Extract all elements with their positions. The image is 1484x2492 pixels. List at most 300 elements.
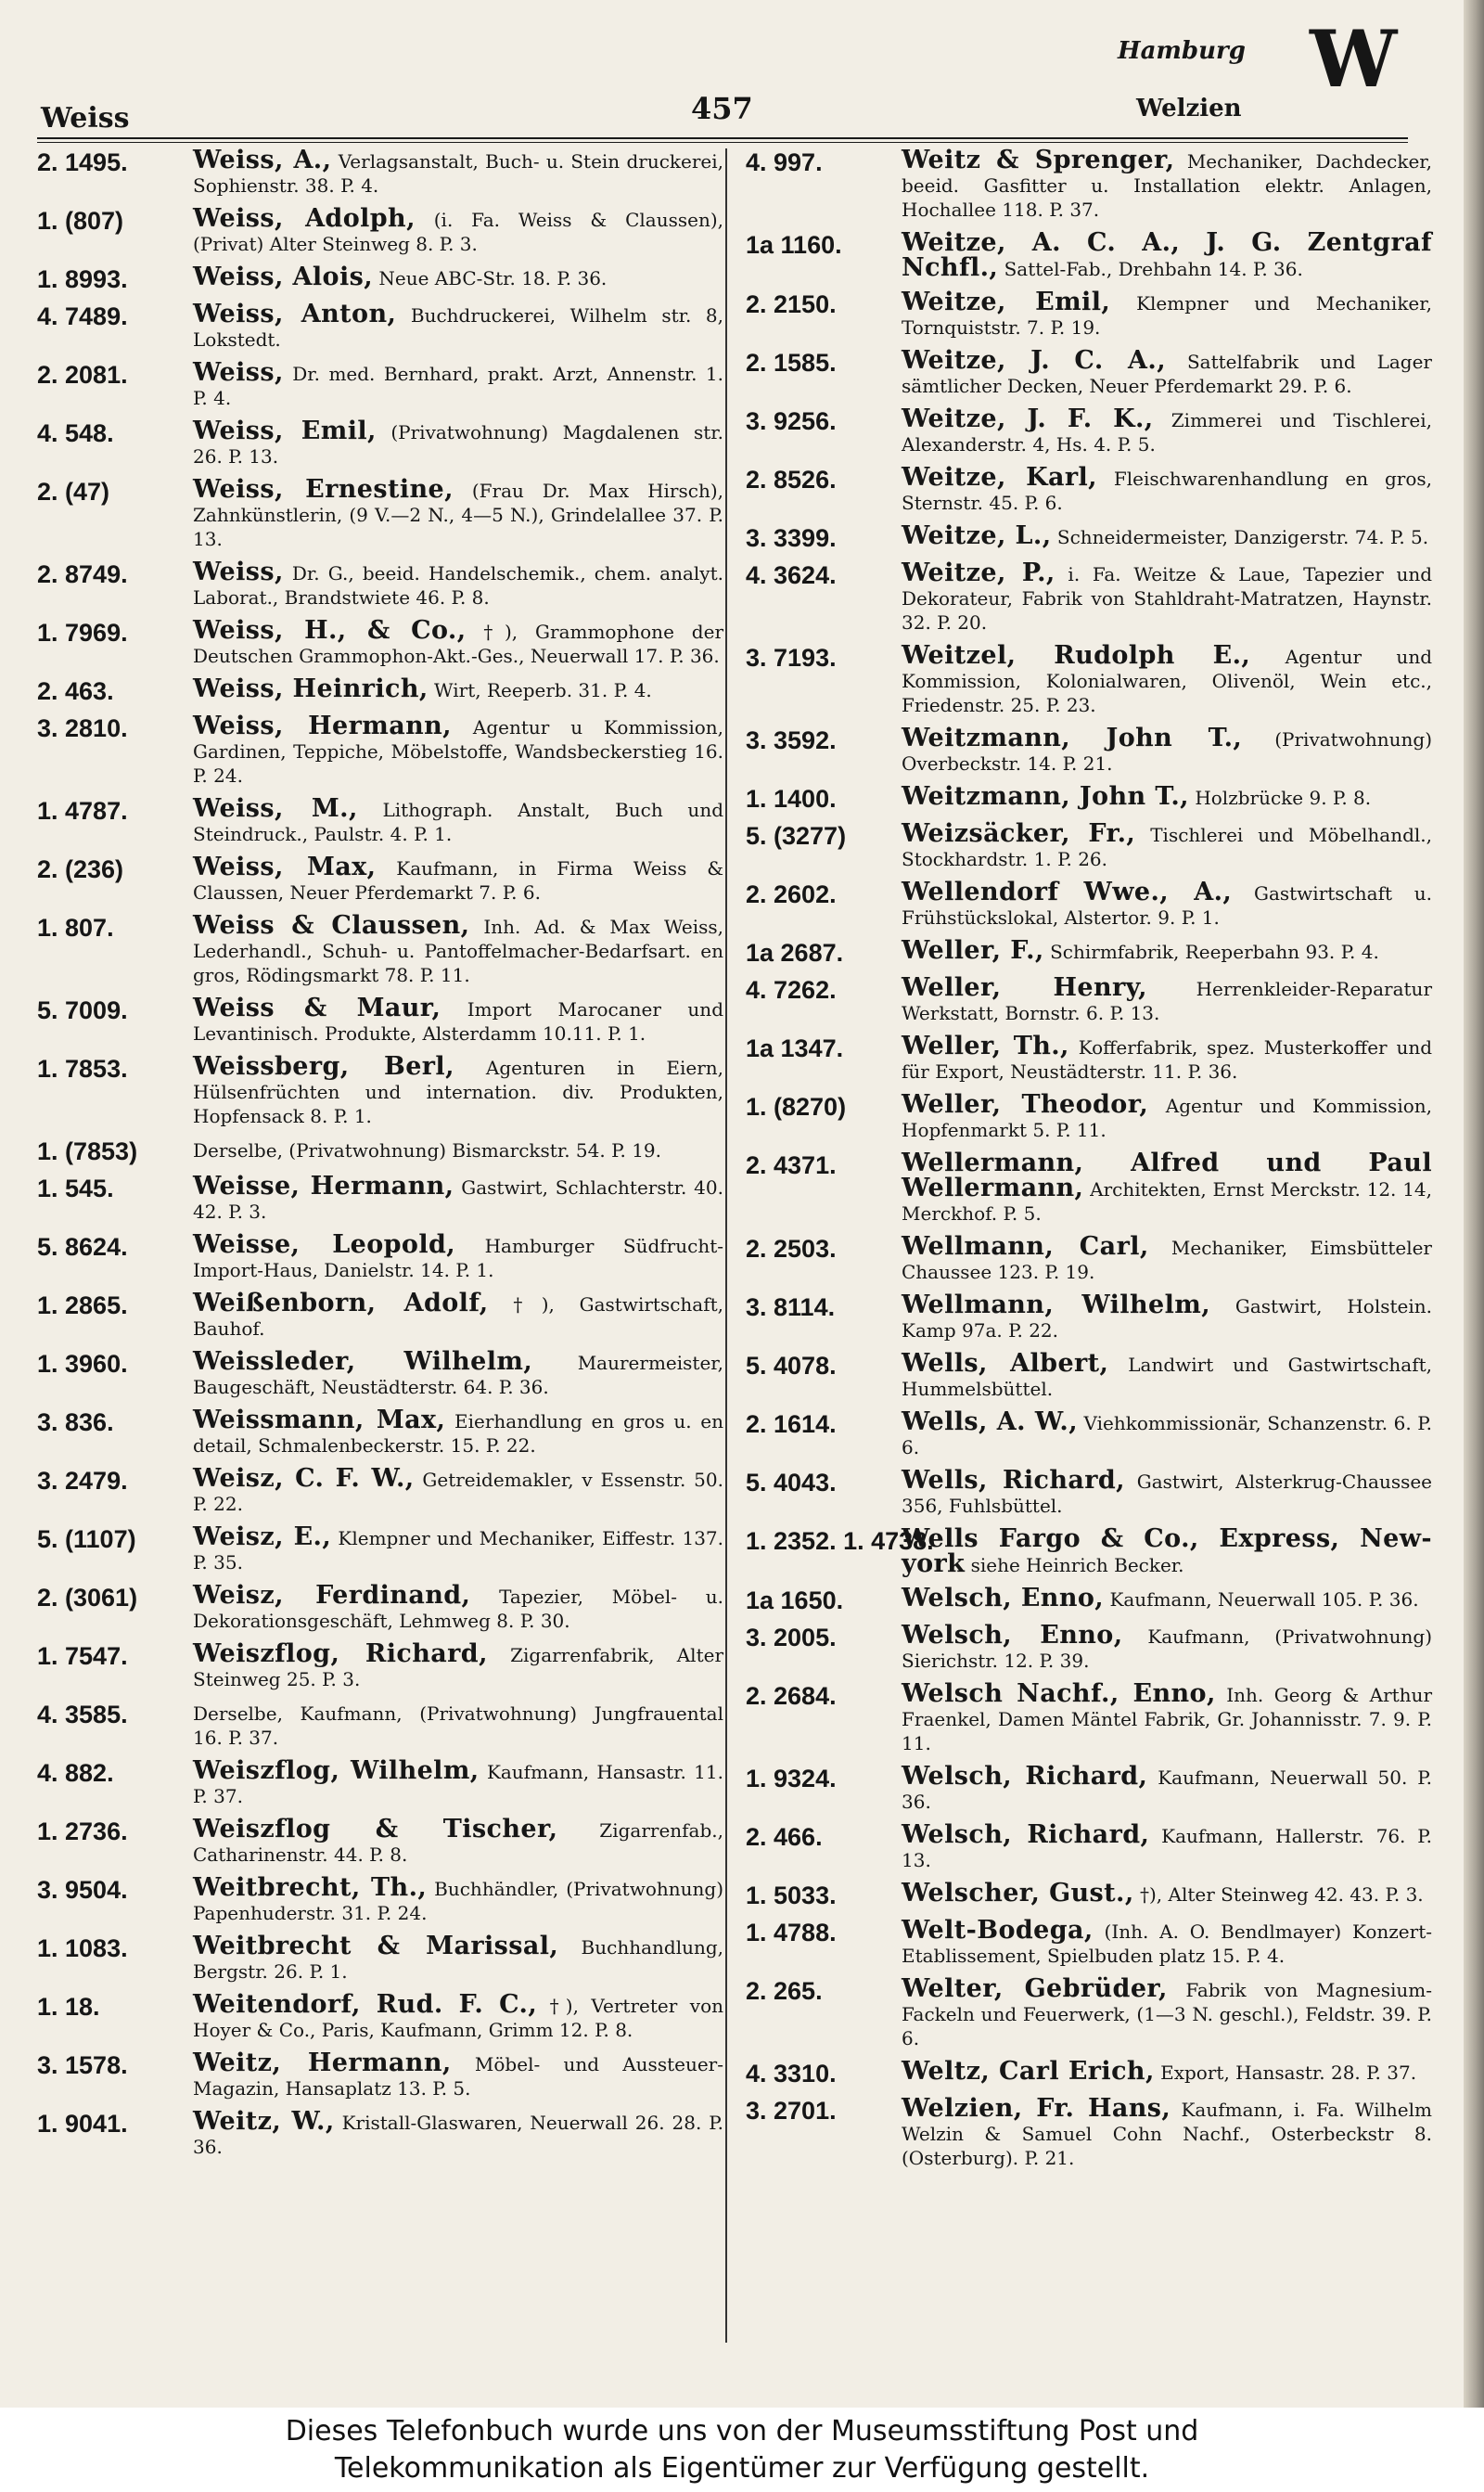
phone-number: 1. 3960. — [37, 1350, 128, 1378]
entry-details: Kofferfabrik, spez. Musterkoffer und für Export, Neustädterstr. 11. P. 36. — [902, 1036, 1433, 1083]
phone-number: 2. (3061) — [37, 1584, 138, 1612]
phone-number: 3. 7193. — [746, 644, 837, 672]
directory-entry — [746, 2094, 1432, 2170]
entry-details: Derselbe, (Privatwohnung) Bismarckstr. 54. P. 19. — [193, 1139, 661, 1162]
entry-text — [902, 1679, 1432, 1755]
subscriber-name: Weiss, Emil, — [193, 417, 377, 445]
subscriber-name: Weitendorf, Rud. F. C., — [193, 1990, 538, 2019]
directory-entry — [746, 290, 1432, 340]
phone-number: 4. 3624. — [746, 561, 837, 589]
entry-text — [193, 794, 724, 846]
phone-number: 3. 2810. — [37, 714, 128, 742]
subscriber-name: Weitbrecht, Th., — [193, 1873, 428, 1902]
phone-number: 1. (807) — [37, 207, 124, 235]
entry-details: Agenturen in Eiern, Hülsenfrüchten und internation. div. Produkten, Hopfensack 8. P. 1. — [193, 1057, 724, 1127]
phone-number: 1. (8270) — [746, 1093, 847, 1121]
subscriber-name: Weiss & Claussen, — [193, 911, 470, 940]
entry-details: Sattelfabrik und Lager sämtlicher Decken, Neuer Pferdemarkt 29. P. 6. — [902, 351, 1432, 397]
directory-entry — [37, 265, 723, 293]
directory-entry — [37, 419, 723, 469]
phone-number: 2. 2684. — [746, 1682, 837, 1710]
directory-entry — [746, 1974, 1432, 2050]
subscriber-name: Welscher, Gust., — [902, 1879, 1134, 1908]
entry-text — [902, 1232, 1432, 1284]
subscriber-name: Wellendorf Wwe., A., — [902, 878, 1233, 906]
entry-details: (Privatwohnung) Overbeckstr. 14. P. 21. — [902, 728, 1432, 775]
phone-number: 1. 8993. — [37, 265, 128, 293]
subscriber-name: Wells, A. W., — [902, 1407, 1079, 1436]
entry-details: Agentur u Kommission, Gardinen, Teppiche, Möbelstoffe, Wandsbeckerstieg 16. P. 24. — [193, 716, 723, 787]
directory-entry — [746, 1621, 1433, 1673]
directory-entry — [746, 936, 1432, 967]
directory-entry — [37, 302, 723, 352]
entry-details: Maurermeister, Baugeschäft, Neustädterstr. 64. P. 36. — [193, 1352, 723, 1398]
entry-text — [902, 782, 1432, 811]
subscriber-name: Weller, Th., — [902, 1032, 1069, 1060]
subscriber-name: Weitze, A. C. A., J. G. Zentgraf Nchfl., — [902, 228, 1432, 282]
directory-entry — [37, 1701, 723, 1750]
directory-entry — [746, 346, 1432, 398]
entry-text — [902, 1466, 1433, 1518]
entry-text — [902, 1621, 1433, 1673]
phone-number: 3. 9256. — [746, 407, 837, 435]
directory-entry — [746, 782, 1432, 813]
entry-details: Möbel- und Aussteuer-Magazin, Hansaplatz 13. P. 5. — [193, 2053, 723, 2100]
phone-number: 2. 466. — [746, 1823, 823, 1851]
subscriber-name: Wellmann, Carl, — [902, 1232, 1149, 1261]
entry-details: Zigarrenfabrik, Alter Steinweg 25. P. 3. — [193, 1644, 723, 1690]
subscriber-name: Weitze, J. F. K., — [902, 405, 1154, 433]
phone-number: 5. 8624. — [37, 1233, 128, 1261]
phone-number: 4. 7489. — [37, 302, 128, 330]
subscriber-name: Weitzmann, John T., — [902, 782, 1189, 811]
directory-entry — [37, 855, 723, 905]
phone-number: 4. 997. — [746, 148, 823, 176]
entry-text — [193, 148, 723, 198]
subscriber-name: Weitze, J. C. A., — [902, 346, 1166, 375]
subscriber-name: Weisse, Leopold, — [193, 1230, 456, 1259]
phone-number: 3. 2005. — [746, 1624, 837, 1651]
phone-number: 1. 807. — [37, 914, 114, 942]
directory-entry — [746, 521, 1432, 552]
entry-details: Zimmerei und Tischlerei, Alexanderstr. 4, Hs. 4. P. 5. — [902, 409, 1433, 456]
subscriber-name: Weitzel, Rudolph E., — [902, 641, 1251, 670]
phone-number: 2. 2150. — [746, 290, 837, 318]
entry-text — [193, 714, 723, 788]
phone-number: 1. 2865. — [37, 1291, 128, 1319]
entry-text — [193, 1408, 723, 1458]
phone-number: 1a 2687. — [746, 939, 844, 967]
directory-entry — [37, 2051, 723, 2100]
entry-details: Kaufmann, Hansastr. 11. P. 37. — [193, 1761, 723, 1807]
phone-number: 5. (1107) — [37, 1525, 136, 1553]
subscriber-name: Welsch, Richard, — [902, 1762, 1148, 1791]
directory-entry — [746, 1407, 1432, 1459]
directory-entry — [37, 1230, 723, 1282]
entry-text — [902, 521, 1432, 550]
entry-details: Agentur und Kommission, Hopfenmarkt 5. P. 11. — [902, 1095, 1432, 1141]
subscriber-name: Welsch Nachf., Enno, — [902, 1679, 1216, 1708]
entry-details: †), Gastwirtschaft, Bauhof. — [193, 1293, 724, 1340]
directory-entry — [746, 1820, 1433, 1872]
entry-details: Inh. Ad. & Max Weiss, Lederhandl., Schuh- u. Pantoffelmacher-Bedarfsart. en gros, Rödingsmarkt 78. P. 11. — [193, 916, 723, 986]
phone-number: 3. 3399. — [746, 524, 837, 552]
phone-number: 1a 1347. — [746, 1034, 844, 1062]
directory-entry — [746, 726, 1432, 776]
directory-entry — [746, 1879, 1432, 1909]
phone-number: 1. 4787. — [37, 797, 128, 825]
entry-text — [902, 1034, 1432, 1084]
entry-details: Hamburger Südfrucht-Import-Haus, Danielstr. 14. P. 1. — [193, 1235, 723, 1281]
subscriber-name: Weißenborn, Adolf, — [193, 1289, 489, 1317]
subscriber-name: Weissmann, Max, — [193, 1406, 446, 1434]
entry-text — [902, 1586, 1432, 1612]
subscriber-name: Weisse, Hermann, — [193, 1172, 454, 1201]
entry-details: Derselbe, Kaufmann, (Privatwohnung) Jungfrauental 16. P. 37. — [193, 1702, 723, 1749]
entry-details: †), Vertreter von Hoyer & Co., Paris, Kaufmann, Grimm 12. P. 8. — [193, 1995, 723, 2041]
entry-details: Wirt, Reeperb. 31. P. 4. — [434, 679, 652, 701]
subscriber-name: Weisz, C. F. W., — [193, 1464, 415, 1493]
subscriber-name: Weitze, P., — [902, 559, 1055, 587]
entry-text — [193, 674, 723, 703]
footer-line-1: Dieses Telefonbuch wurde uns von der Museumsstiftung Post und — [285, 2415, 1199, 2447]
directory-entry — [746, 148, 1432, 222]
header-letter: W — [1310, 13, 1398, 105]
entry-text — [193, 1464, 723, 1516]
header-rule — [37, 137, 1408, 143]
subscriber-name: Weitze, L., — [902, 521, 1052, 550]
phone-number: 2. 1585. — [746, 349, 837, 377]
entry-details: Tischlerei und Möbelhandl., Stockhardstr. 1. P. 26. — [902, 824, 1432, 870]
entry-text — [902, 1293, 1432, 1342]
directory-entry — [37, 1581, 723, 1633]
directory-entry — [37, 996, 723, 1046]
entry-details: Eierhandlung en gros u. en detail, Schmalenbeckerstr. 15. P. 22. — [193, 1410, 723, 1457]
entry-details: Klempner und Mechaniker, Tornquiststr. 7. P. 19. — [902, 292, 1432, 339]
header-city: Hamburg — [1118, 37, 1246, 65]
directory-entry — [746, 1524, 1432, 1578]
directory-entry — [37, 358, 724, 410]
entry-details: Kaufmann, Hallerstr. 76. P. 13. — [902, 1825, 1433, 1871]
entry-text — [193, 560, 723, 610]
entry-details: Mechaniker, Dachdecker, beeid. Gasfitter u. Installation elektr. Anlagen, Hochallee 118. P. 37. — [902, 150, 1433, 221]
directory-entry — [37, 1522, 723, 1574]
phone-number: 3. 3592. — [746, 726, 837, 754]
entry-details: Kaufmann, Neuerwall 105. P. 36. — [1109, 1588, 1419, 1611]
directory-entry — [746, 2057, 1432, 2087]
entry-details: Kaufmann, in Firma Weiss & Claussen, Neuer Pferdemarkt 7. P. 6. — [193, 857, 724, 904]
subscriber-name: Weiss, Max, — [193, 853, 377, 881]
entry-text — [193, 911, 723, 987]
directory-entry — [37, 2107, 724, 2159]
subscriber-name: Wellermann, Alfred und Paul Wellermann, — [902, 1149, 1432, 1202]
subscriber-name: Weltz, Carl Erich, — [902, 2057, 1155, 2086]
entry-text — [902, 641, 1432, 717]
entry-details: Architekten, Ernst Merckstr. 12. 14, Merckhof. P. 5. — [902, 1178, 1432, 1225]
subscriber-name: Wells Fargo & Co., Express, New-york — [902, 1524, 1432, 1578]
subscriber-name: Weisz, E., — [193, 1522, 332, 1551]
directory-entry — [746, 880, 1432, 930]
entry-details: Sattel-Fab., Drehbahn 14. P. 36. — [1004, 258, 1303, 280]
subscriber-name: Welzien, Fr. Hans, — [902, 2094, 1171, 2123]
entry-details: †), Grammophone der Deutschen Grammophon-Akt.-Ges., Neuerwall 17. P. 36. — [193, 621, 724, 667]
phone-number: 1. 2736. — [37, 1818, 128, 1845]
phone-number: 1. 4788. — [746, 1919, 837, 1946]
phone-number: 5. 4043. — [746, 1469, 837, 1496]
entry-text — [193, 1639, 723, 1691]
phone-number: 3. 2479. — [37, 1467, 128, 1495]
entry-text — [193, 1581, 723, 1633]
phone-number: 2. 2602. — [746, 880, 837, 908]
entry-text — [193, 2051, 723, 2100]
directory-entry — [37, 794, 724, 846]
entry-details: (Privatwohnung) Magdalenen str. 26. P. 13. — [193, 421, 723, 468]
directory-entry — [746, 1151, 1432, 1226]
subscriber-name: Weizsäcker, Fr., — [902, 819, 1136, 848]
entry-text — [902, 880, 1432, 930]
directory-entry — [746, 561, 1432, 635]
phone-number: 2. 1495. — [37, 148, 128, 176]
entry-text — [193, 265, 723, 290]
entry-text — [902, 726, 1432, 776]
phone-number: 1a 1650. — [746, 1586, 844, 1614]
subscriber-name: Welter, Gebrüder, — [902, 1974, 1168, 2003]
entry-text — [902, 1349, 1432, 1401]
entry-text — [193, 358, 724, 410]
subscriber-name: Welt-Bodega, — [902, 1916, 1094, 1945]
entry-text — [902, 1524, 1432, 1578]
entry-details: Viehkommissionär, Schanzenstr. 6. P. 6. — [902, 1412, 1432, 1458]
subscriber-name: Wellmann, Wilhelm, — [902, 1291, 1211, 1319]
entry-details: i. Fa. Weitze & Laue, Tapezier und Dekorateur, Fabrik von Stahldraht-Matratzen, Haynstr. 32. P. 20. — [902, 563, 1433, 634]
subscriber-name: Weitzmann, John T., — [902, 724, 1243, 752]
page-number: 457 — [691, 91, 753, 126]
subscriber-name: Weiss, Heinrich, — [193, 674, 429, 703]
directory-entry — [37, 911, 723, 987]
directory-entry — [746, 819, 1432, 871]
subscriber-name: Weitz & Sprenger, — [902, 146, 1175, 174]
entry-details: Mechaniker, Eimsbütteler Chaussee 123. P. 19. — [902, 1237, 1432, 1283]
phone-number: 2. 1614. — [746, 1410, 837, 1438]
entry-text — [193, 1172, 723, 1224]
phone-number: 2. (47) — [37, 478, 110, 506]
subscriber-name: Weiss, Hermann, — [193, 712, 452, 740]
phone-number: 2. 8526. — [746, 466, 837, 494]
entry-details: Agentur und Kommission, Kolonialwaren, Olivenöl, Wein etc., Friedenstr. 25. P. 23. — [902, 646, 1432, 716]
entry-text — [902, 1762, 1433, 1814]
entry-details: Export, Hansastr. 28. P. 37. — [1160, 2062, 1417, 2084]
entry-details: †), Alter Steinweg 42. 43. P. 3. — [1140, 1883, 1424, 1906]
entry-text — [193, 419, 723, 469]
entry-text — [193, 1052, 724, 1128]
subscriber-name: Weisz, Ferdinand, — [193, 1581, 471, 1610]
entry-text — [193, 1291, 723, 1341]
entry-text — [902, 228, 1432, 282]
phone-number: 4. 548. — [37, 419, 114, 447]
directory-entry — [746, 463, 1433, 515]
entry-text — [193, 302, 723, 352]
entry-text — [193, 1137, 723, 1163]
directory-entry — [746, 1349, 1432, 1401]
column-divider — [725, 148, 727, 2343]
phone-number: 2. 2081. — [37, 361, 128, 389]
subscriber-name: Weiszflog, Richard, — [193, 1639, 488, 1668]
entry-text — [902, 346, 1432, 398]
entry-text — [193, 616, 724, 668]
phone-number: 1. 1083. — [37, 1934, 128, 1962]
entry-details: (Inh. A. O. Bendlmayer) Konzert-Etablissement, Spielbuden platz 15. P. 4. — [902, 1920, 1432, 1967]
entry-text — [902, 1879, 1432, 1908]
directory-entry — [37, 1873, 723, 1925]
phone-number: 4. 882. — [37, 1759, 114, 1787]
directory-entry — [37, 1464, 723, 1516]
phone-number: 5. (3277) — [746, 822, 847, 850]
directory-entry — [37, 1815, 723, 1867]
phone-number: 4. 7262. — [746, 976, 837, 1004]
subscriber-name: Weiss, H., & Co., — [193, 616, 467, 645]
entry-text — [193, 1701, 723, 1750]
subscriber-name: Weller, Theodor, — [902, 1090, 1149, 1119]
subscriber-name: Weiss, A., — [193, 146, 332, 174]
directory-entry — [37, 148, 723, 198]
entry-details: Buchdruckerei, Wilhelm str. 8, Lokstedt. — [193, 304, 724, 351]
phone-number: 1a 1160. — [746, 231, 842, 259]
subscriber-name: Welsch, Enno, — [902, 1584, 1105, 1612]
entry-details: Landwirt und Gastwirtschaft, Hummelsbüttel. — [902, 1354, 1432, 1400]
entry-details: Klempner und Mechaniker, Eiffestr. 137. P. 35. — [193, 1527, 723, 1574]
subscriber-name: Weiszflog, Wilhelm, — [193, 1756, 480, 1785]
entry-text — [193, 2107, 724, 2159]
subscriber-name: Weller, F., — [902, 936, 1044, 965]
entry-details: Getreidemakler, v Essenstr. 50. P. 22. — [193, 1469, 723, 1515]
directory-entry — [37, 1291, 723, 1341]
directory-entry — [746, 973, 1432, 1025]
entry-text — [193, 204, 723, 256]
subscriber-name: Weissberg, Berl, — [193, 1052, 454, 1081]
phone-number: 1. 545. — [37, 1175, 114, 1202]
entry-text — [902, 2057, 1432, 2086]
directory-entry — [746, 641, 1432, 717]
entry-text — [902, 148, 1432, 222]
phone-number: 2. 2503. — [746, 1235, 837, 1263]
entry-details: Holzbrücke 9. P. 8. — [1195, 787, 1372, 809]
subscriber-name: Weitz, W., — [193, 2107, 335, 2136]
left-column — [37, 148, 723, 2168]
directory-entry — [37, 1052, 724, 1128]
directory-entry — [37, 616, 724, 668]
entry-text — [902, 2094, 1432, 2170]
directory-entry — [37, 1137, 723, 1165]
phone-number: 4. 3585. — [37, 1701, 128, 1728]
entry-details: Kristall-Glaswaren, Neuerwall 26. 28. P. 36. — [193, 2112, 724, 2158]
entry-text — [902, 819, 1432, 871]
phone-number: 1. 1400. — [746, 785, 837, 813]
directory-entry — [746, 1232, 1432, 1284]
directory-entry — [37, 204, 723, 256]
entry-details: Gastwirt, Alsterkrug-Chaussee 356, Fuhlsbüttel. — [902, 1471, 1433, 1517]
phone-number: 2. 4371. — [746, 1151, 837, 1179]
phone-number: 1. 2352. 1. 4738. — [746, 1527, 934, 1555]
entry-details: Dr. med. Bernhard, prakt. Arzt, Annenstr. 1. P. 4. — [193, 363, 724, 409]
directory-entry — [746, 1586, 1432, 1614]
phone-number: 5. 4078. — [746, 1352, 837, 1380]
entry-text — [193, 996, 723, 1046]
entry-details: (Frau Dr. Max Hirsch), Zahnkünstlerin, (9 V.—2 N., 4—5 N.), Grindelallee 37. P. 13. — [193, 480, 724, 550]
phone-number: 2. 463. — [37, 677, 114, 705]
entry-text — [193, 1756, 723, 1808]
directory-entry — [746, 1090, 1432, 1142]
entry-details: Dr. G., beeid. Handelschemik., chem. analyt. Laborat., Brandstwiete 46. P. 8. — [193, 562, 723, 609]
subscriber-name: Weitze, Emil, — [902, 288, 1111, 316]
entry-text — [902, 1151, 1432, 1226]
entry-text — [902, 561, 1432, 635]
subscriber-name: Weller, Henry, — [902, 973, 1147, 1002]
entry-details: Gastwirtschaft u. Frühstückslokal, Alstertor. 9. P. 1. — [902, 882, 1432, 929]
subscriber-name: Weiss, Alois, — [193, 263, 374, 291]
phone-number: 2. (236) — [37, 855, 124, 883]
subscriber-name: Wells, Albert, — [902, 1349, 1109, 1378]
phone-number: 3. 2701. — [746, 2097, 837, 2125]
directory-entry — [37, 1756, 723, 1808]
entry-text — [193, 1815, 723, 1867]
phone-number: 1. 7853. — [37, 1055, 128, 1083]
entry-text — [902, 463, 1433, 515]
subscriber-name: Weiss, — [193, 358, 284, 387]
directory-entry — [746, 1293, 1432, 1342]
entry-details: Verlagsanstalt, Buch- u. Stein druckerei, Sophienstr. 38. P. 4. — [193, 150, 724, 197]
directory-entry — [37, 1347, 723, 1399]
phone-number: 4. 3310. — [746, 2060, 837, 2087]
entry-details: Import Marocaner und Levantinisch. Produkte, Alsterdamm 10.11. P. 1. — [193, 998, 723, 1045]
subscriber-name: Welsch, Enno, — [902, 1621, 1123, 1650]
subscriber-name: Weiss, — [193, 558, 284, 586]
directory-entry — [37, 714, 723, 788]
header-right-word: Welzien — [1136, 95, 1242, 122]
entry-details: Kaufmann, (Privatwohnung) Sierichstr. 12. P. 39. — [902, 1625, 1433, 1672]
directory-entry — [37, 560, 723, 610]
directory-entry — [746, 1034, 1432, 1084]
entry-details: Kaufmann, Neuerwall 50. P. 36. — [902, 1766, 1433, 1813]
entry-text — [193, 1522, 723, 1574]
entry-details: Inh. Georg & Arthur Fraenkel, Damen Mäntel Fabrik, Gr. Johannisstr. 7. 9. P. 11. — [902, 1684, 1432, 1754]
entry-details: Schneidermeister, Danzigerstr. 74. P. 5. — [1056, 526, 1429, 548]
entry-details: Buchhandlung, Bergstr. 26. P. 1. — [193, 1936, 724, 1983]
entry-text — [902, 1407, 1432, 1459]
entry-details: Kaufmann, i. Fa. Wilhelm Welzin & Samuel Cohn Nachf., Osterbeckstr 8. (Osterburg). P. 21. — [902, 2099, 1432, 2169]
entry-details: Tapezier, Möbel- u. Dekorationsgeschäft, Lehmweg 8. P. 30. — [193, 1586, 723, 1632]
phone-number: 1. 9324. — [746, 1765, 837, 1792]
directory-entry — [37, 1172, 723, 1224]
entry-details: Fabrik von Magnesium-Fackeln und Feuerwerk, (1—3 N. geschl.), Feldstr. 39. P. 6. — [902, 1979, 1432, 2049]
subscriber-name: Welsch, Richard, — [902, 1820, 1150, 1849]
entry-text — [193, 1873, 723, 1925]
entry-text — [902, 1916, 1432, 1968]
phone-number: 1. 5033. — [746, 1882, 837, 1909]
entry-text — [193, 1934, 723, 1984]
directory-entry — [37, 674, 723, 705]
subscriber-name: Weitbrecht & Marissal, — [193, 1932, 559, 1960]
entry-details: Herrenkleider-Reparatur Werkstatt, Bornstr. 6. P. 13. — [902, 978, 1432, 1024]
entry-text — [193, 1230, 723, 1282]
footer-line-2: Telekommunikation als Eigentümer zur Verfügung gestellt. — [334, 2452, 1150, 2485]
entry-text — [902, 936, 1432, 965]
entry-details: Schirmfabrik, Reeperbahn 93. P. 4. — [1050, 941, 1379, 963]
subscriber-name: Weitze, Karl, — [902, 463, 1097, 492]
directory-entry — [746, 1679, 1432, 1755]
entry-text — [902, 407, 1432, 456]
entry-details: (i. Fa. Weiss & Claussen), (Privat) Alter Steinweg 8. P. 3. — [193, 209, 723, 255]
subscriber-name: Weiszflog & Tischer, — [193, 1815, 558, 1843]
